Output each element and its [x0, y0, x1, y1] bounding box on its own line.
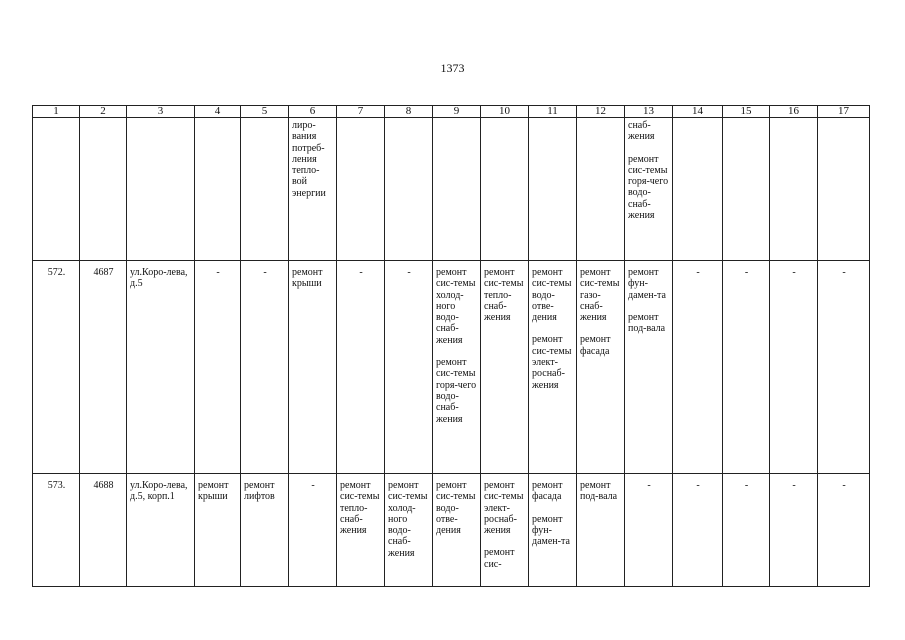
- work-item: ремонт крыши: [292, 267, 323, 290]
- work-item: ремонт лифтов: [244, 480, 275, 503]
- work-item: ремонт фасада: [532, 480, 563, 503]
- cell-c14: -: [673, 474, 723, 587]
- table-row: [33, 261, 870, 474]
- work-item: ремонт сис-темы горя-чего водо-снаб-жения: [436, 357, 477, 425]
- repair-schedule-table: [32, 105, 870, 587]
- cell-c10: [481, 474, 529, 587]
- address: ул.Коро-лева, д.5: [127, 261, 195, 474]
- col-header-7: 7: [337, 106, 385, 118]
- col-header-3: 3: [127, 106, 195, 118]
- cell-c12: [577, 261, 625, 474]
- cell-c13: [625, 261, 673, 474]
- col-header-17: 17: [818, 106, 870, 118]
- cell-continuation-c6: [289, 118, 337, 261]
- page-number: 1373: [440, 61, 465, 75]
- col-header-16: 16: [770, 106, 818, 118]
- work-item: ремонт сис-темы холод-ного водо-снаб-жения: [436, 267, 476, 346]
- cell-c13: -: [625, 474, 673, 587]
- cell-c6: [289, 261, 337, 474]
- cell-c4: -: [195, 261, 241, 474]
- building-id: 4687: [80, 261, 127, 474]
- column-number-row: [33, 106, 870, 118]
- cell-c8: -: [385, 261, 433, 474]
- cell-c11: [529, 474, 577, 587]
- col-header-1: 1: [33, 106, 80, 118]
- cell-c17: -: [818, 474, 870, 587]
- work-item: ремонт сис-темы холод-ного водо-снаб-жения: [388, 480, 428, 559]
- col-header-11: 11: [529, 106, 577, 118]
- cell-continuation-c13: [625, 118, 673, 261]
- work-item: ремонт сис-темы тепло-снаб-жения: [340, 480, 380, 537]
- cell-c5: -: [241, 261, 289, 474]
- cell-c7: [337, 474, 385, 587]
- cell-c14: -: [673, 261, 723, 474]
- work-item: ремонт фун-дамен-та: [628, 267, 666, 301]
- building-id: 4688: [80, 474, 127, 587]
- col-header-10: 10: [481, 106, 529, 118]
- cell-c4: [195, 474, 241, 587]
- cell-c10: [481, 261, 529, 474]
- table-row: [33, 474, 870, 587]
- work-item: ремонт фасада: [580, 334, 611, 357]
- col-header-5: 5: [241, 106, 289, 118]
- work-item: ремонт под-вала: [628, 311, 666, 335]
- cell-c15: -: [723, 474, 770, 587]
- work-item: ремонт сис-: [484, 547, 515, 570]
- work-item: ремонт сис-темы тепло-снаб-жения: [484, 267, 524, 324]
- col-header-15: 15: [723, 106, 770, 118]
- work-item: ремонт под-вала: [580, 480, 618, 503]
- cell-c16: -: [770, 474, 818, 587]
- work-item: ремонт сис-темы горя-чего водо-снаб-жения: [628, 153, 669, 222]
- cell-c5: [241, 474, 289, 587]
- cell-c6: -: [289, 474, 337, 587]
- work-item: ремонт сис-темы водо-отве-дения: [436, 480, 476, 537]
- continuation-row: [33, 118, 870, 261]
- cell-c16: -: [770, 261, 818, 474]
- cell-c15: -: [723, 261, 770, 474]
- work-item: ремонт крыши: [198, 480, 229, 503]
- cell-c12: [577, 474, 625, 587]
- col-header-13: 13: [625, 106, 673, 118]
- work-item: снаб-жения: [628, 120, 655, 143]
- work-item: ремонт фун-дамен-та: [532, 513, 570, 548]
- col-header-8: 8: [385, 106, 433, 118]
- work-item: ремонт сис-темы газо-снаб-жения: [580, 267, 620, 324]
- cell-c9: [433, 261, 481, 474]
- work-item: ремонт сис-темы элект-роснаб-жения: [484, 480, 524, 537]
- col-header-6: 6: [289, 106, 337, 118]
- cell-c9: [433, 474, 481, 587]
- row-number: 572.: [33, 261, 80, 474]
- work-item: ремонт сис-темы водо-отве-дения: [532, 267, 572, 324]
- row-number: 573.: [33, 474, 80, 587]
- col-header-4: 4: [195, 106, 241, 118]
- col-header-14: 14: [673, 106, 723, 118]
- address: ул.Коро-лева, д.5, корп.1: [127, 474, 195, 587]
- work-item: ремонт сис-темы элект-роснаб-жения: [532, 334, 572, 391]
- col-header-2: 2: [80, 106, 127, 118]
- cell-c8: [385, 474, 433, 587]
- col-header-12: 12: [577, 106, 625, 118]
- cell-c11: [529, 261, 577, 474]
- col-header-9: 9: [433, 106, 481, 118]
- cell-c7: -: [337, 261, 385, 474]
- work-item: лиро-вания потреб-ления тепло-вой энергии: [292, 120, 326, 199]
- cell-c17: -: [818, 261, 870, 474]
